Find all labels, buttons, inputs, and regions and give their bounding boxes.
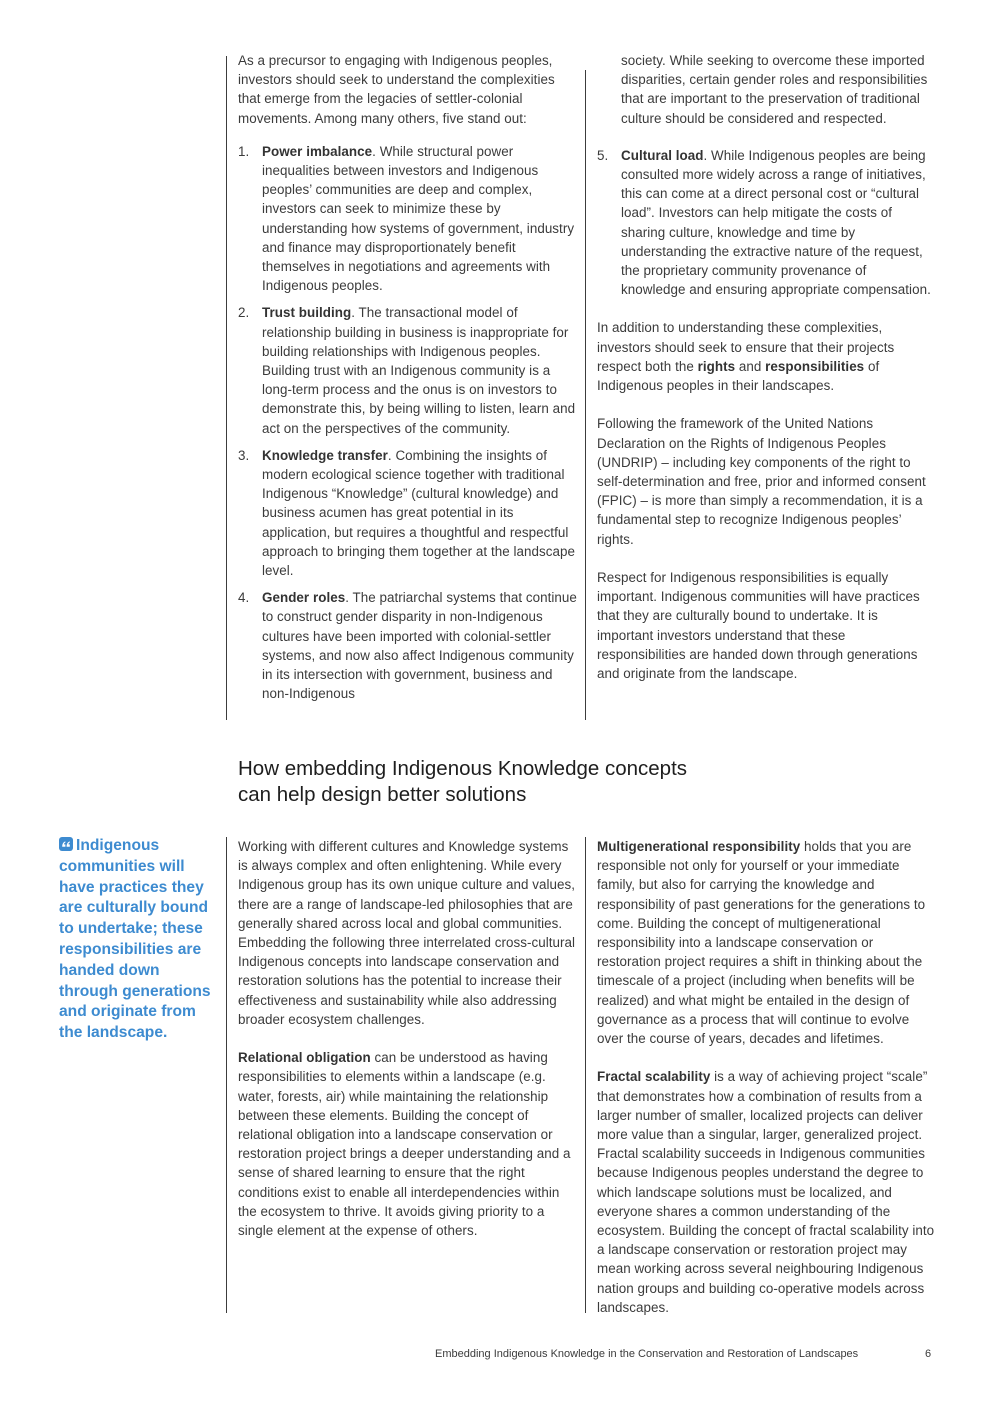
top-left-column <box>238 51 580 712</box>
list-item-text: . While structural power inequalities between investors and Indigenous peoples’ communities are deep and complex, investors can seek to minimize these by understanding how systems of government, industry and finance may disproportionately benefit themselves in negotiations and agreements with Indigenous peoples. <box>262 143 575 294</box>
text-segment: In addition to understanding these complexities, investors should seek to ensure that their projects respect both the <box>597 320 895 374</box>
concept-title: Relational obligation <box>238 1050 371 1066</box>
list-item-title: Power imbalance <box>262 143 373 159</box>
bold-rights: rights <box>697 358 736 374</box>
complexities-list <box>238 142 580 704</box>
quote-icon <box>59 837 73 851</box>
list-number: 4. <box>238 590 250 606</box>
column-divider-center-bottom <box>585 837 586 1313</box>
list-item-knowledge-transfer <box>238 446 580 580</box>
page-number: 6 <box>925 1348 932 1360</box>
text-segment: of Indigenous peoples in their landscapes. <box>597 358 880 394</box>
list-item-title: Gender roles <box>262 590 346 606</box>
footer-title: Embedding Indigenous Knowledge in the Conservation and Restoration of Landscapes <box>435 1348 859 1360</box>
list-item-title: Trust building <box>262 305 352 321</box>
list-item-title: Knowledge transfer <box>262 447 388 463</box>
list-number: 5. <box>597 147 609 163</box>
list-number: 1. <box>238 143 250 159</box>
list-item-text: . Combining the insights of modern ecological science together with traditional Indigenous “Knowledge” (cultural knowledge) and business acumen has great potential in its application, but requires a thoughtful and respectful approach to bringing them together at the landscape level. <box>262 447 575 579</box>
multigenerational-paragraph <box>597 837 937 1048</box>
complexities-list-continued <box>597 146 933 300</box>
list-number: 3. <box>238 447 250 463</box>
intro-paragraph: As a precursor to engaging with Indigenous peoples, investors should seek to understand the complexities that emerge from the legacies of settler-colonial movements. Among many others, five stand out: <box>238 53 555 126</box>
list-item-gender-roles <box>238 588 580 703</box>
list-item-text: . While Indigenous peoples are being consulted more widely across a range of initiatives, this can come at a direct personal cost or “cultural load”. Investors can help mitigate the costs of sharing culture, knowledge and time by understanding the extractive nature of the request, the proprietary community provenance of knowledge and ensuring appropriate compensation. <box>621 147 931 298</box>
text-segment: and <box>735 358 766 374</box>
pull-quote-text: Indigenous communities will have practices they are culturally bound to undertake; these responsibilities are handed down through generations and originate from the landscape. <box>59 837 211 1042</box>
list-item-title: Cultural load <box>621 147 704 163</box>
list-item-text: . The patriarchal systems that continue to construct gender disparity in non-Indigenous cultures have been imported with colonial-settler systems, and now also affect Indigenous community in its intersection with government, business and non-Indigenous <box>262 590 577 702</box>
list-item-power-imbalance <box>238 142 580 296</box>
undrip-paragraph: Following the framework of the United Nations Declaration on the Rights of Indigenous Peoples (UNDRIP) – including key components of the right to self-determination and free, prior and informed consent (FPIC) – is more than simply a recommendation, it is a fundamental step to recognize Indigenous peoples’ rights. <box>597 416 926 547</box>
column-divider-left-bottom <box>226 837 227 1313</box>
bottom-left-column <box>238 837 580 1240</box>
bottom-right-column <box>597 837 937 1317</box>
list-item-cultural-load <box>597 146 933 300</box>
list-item-text: . The transactional model of relationship building in business is inappropriate for building relationships with Indigenous peoples. Building trust with an Indigenous community is a long-term process and the onus is on investors to demonstrate this, by being willing to listen, learn and act on the perspectives of the community. <box>262 305 576 436</box>
list-item-trust-building <box>238 303 580 437</box>
column-divider-left-top <box>226 56 227 720</box>
concept-text: can be understood as having responsibilities to elements within a landscape (e.g. water, forests, air) while maintaining the relationship between these elements. Building the concept of relational obligation into a landscape conservation or restoration project brings a deeper understanding and a sense of shared learning to ensure that the right conditions exist to enable all interdependencies within the ecosystem to thrive. It avoids giving priority to a single element at the expense of others. <box>238 1050 571 1239</box>
section-heading: How embedding Indigenous Knowledge concepts can help design better solutions <box>238 757 688 806</box>
concept-title: Multigenerational responsibility <box>597 839 801 854</box>
responsibilities-paragraph: Respect for Indigenous responsibilities is equally important. Indigenous communities will have practices that they are culturally bound to undertake. It is important investors understand that these responsibilities are handed down through generations and originate from the landscape. <box>597 570 920 682</box>
cultures-paragraph: Working with different cultures and Knowledge systems is always complex and often enlightening. While every Indigenous group has its own unique culture and values, there are a range of landscape-led philosophies that are generally shared across local and global communities. Embedding the following three interrelated cross-cultural Indigenous concepts into landscape conservation and restoration solutions has the potential to increase their effectiveness and sustainability while also addressing broader ecosystem challenges. <box>238 839 576 1027</box>
fractal-scalability-paragraph <box>597 1067 937 1317</box>
bold-responsibilities: responsibilities <box>765 358 865 374</box>
concept-text: is a way of achieving project “scale” that demonstrates how a combination of results from a larger number of smaller, localized projects can deliver more value than a singular, larger, generalized project. Fractal scalability succeeds in Indigenous communities because Indigenous peoples understand the degree to which landscape solutions must be localized, and everyone shares a common understanding of the ecosystem. Building the concept of fractal scalability into a landscape conservation or restoration project may mean working across several neighbouring Indigenous nation groups and building co-operative models across landscapes. <box>597 1069 935 1315</box>
list-number: 2. <box>238 305 250 321</box>
concept-text: holds that you are responsible not only for yourself or your immediate family, but also for carrying the knowledge and responsibility of past generations for the generations to come. Building the concept of multigenerational responsibility into a landscape conservation or restoration project requires a shift in thinking about the timescale of a project (including when benefits will be realized) and what might be entailed in the design of governance as a process that will continue to evolve over the course of years, decades and lifetimes. <box>597 839 926 1047</box>
top-right-column <box>597 51 933 683</box>
column-divider-center-top <box>585 70 586 720</box>
concept-title: Fractal scalability <box>597 1069 711 1085</box>
pull-quote <box>59 836 219 1044</box>
gender-roles-continuation: society. While seeking to overcome these imported disparities, certain gender roles and responsibilities that are important to the preservation of traditional culture should be considered and respected. <box>621 53 928 126</box>
rights-responsibilities-paragraph <box>597 318 933 395</box>
relational-obligation-paragraph <box>238 1048 580 1240</box>
